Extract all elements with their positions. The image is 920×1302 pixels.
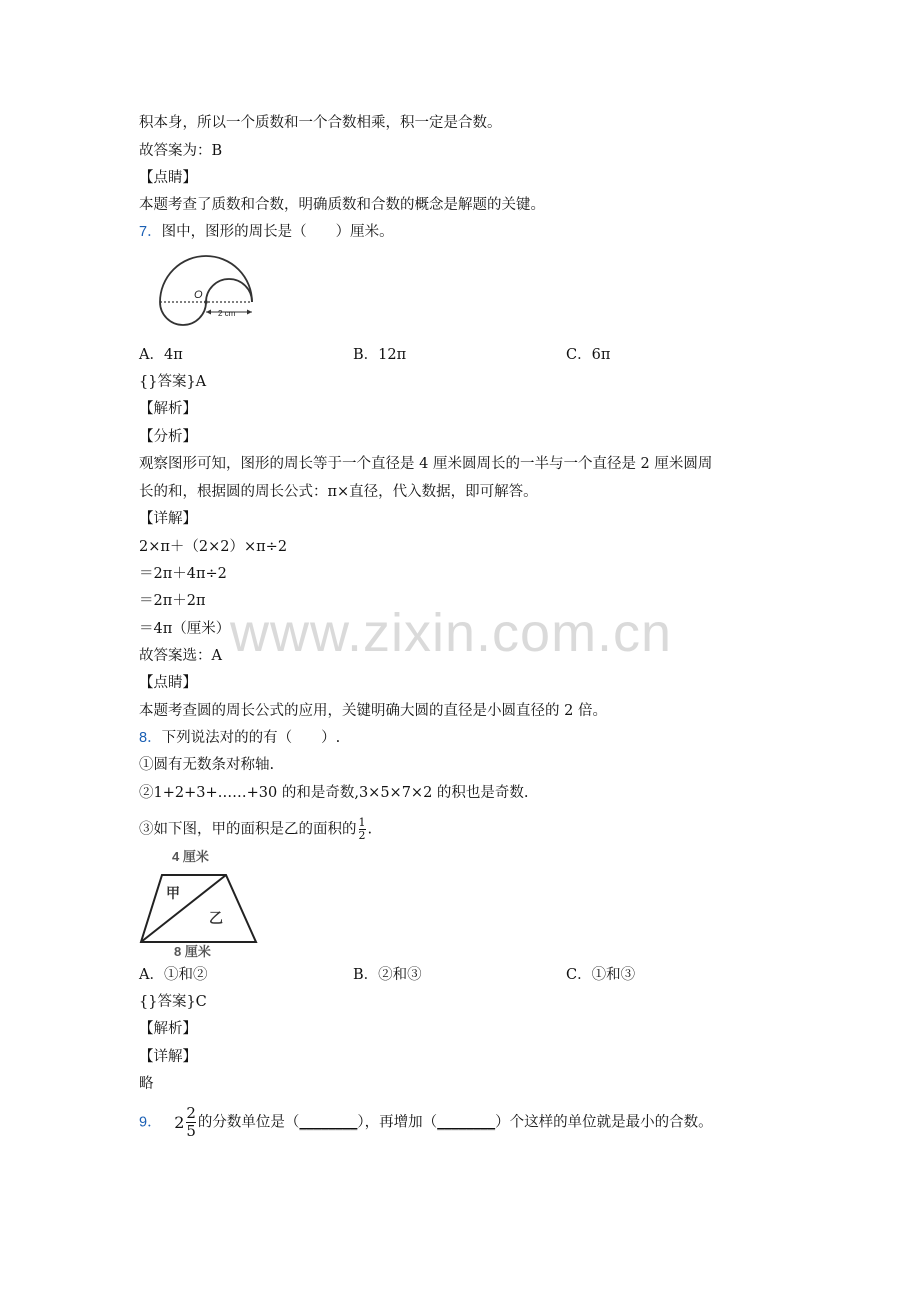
question-7 [139, 222, 394, 242]
question-8 [139, 728, 340, 748]
center-label: O [194, 289, 203, 301]
large-semicircle-arc [160, 256, 252, 302]
question-text-2: ），再增加（ [357, 1114, 438, 1131]
fraction-denominator: 5 [186, 1122, 196, 1140]
fraction-denominator: 2 [358, 829, 366, 842]
arrow-left [206, 310, 211, 315]
calc-line-1: 2×π＋（2×2）×π÷2 [139, 539, 288, 555]
option-a: A．4π [139, 347, 183, 363]
option-b: B．12π [353, 347, 407, 363]
analysis-line-1: 观察图形可知，图形的周长等于一个直径是 4 厘米圆周长的一半与一个直径是 2 厘米圆周 [139, 456, 713, 472]
answer-line: {}答案}A [139, 374, 207, 390]
bottom-length-label: 8 厘米 [174, 944, 211, 959]
center-point [204, 300, 208, 304]
statement-3-end: . [367, 821, 373, 838]
question-9 [139, 1105, 713, 1140]
option-c: C．6π [566, 347, 611, 363]
option-a: A．①和② [139, 967, 208, 983]
statement-2: ②1+2+3+……+30 的和是奇数,3×5×7×2 的积也是奇数. [139, 785, 529, 801]
question-number: 9． [139, 1114, 162, 1131]
trapezoid-shape [141, 875, 256, 942]
section-xiangjie: 【详解】 [139, 511, 197, 527]
question-number: 7． [139, 224, 162, 240]
watermark: www.zixin.com.cn [230, 603, 673, 663]
fraction-one-half [359, 817, 366, 842]
answer-blank-2[interactable]: ________ [437, 1114, 496, 1131]
line-3: 【点睛】 [139, 170, 197, 186]
section-fenxi: 【分析】 [139, 429, 197, 445]
answer-blank-1[interactable]: ________ [299, 1114, 358, 1131]
fraction-numerator: 1 [358, 816, 366, 829]
option-c: C．①和③ [566, 967, 636, 983]
line-1: 积本身，所以一个质数和一个合数相乘，积一定是合数。 [139, 115, 502, 131]
final-answer: 故答案选：A [139, 648, 222, 664]
mixed-number-fraction [186, 1105, 196, 1140]
statement-1: ①圆有无数条对称轴. [139, 757, 275, 773]
top-length-label: 4 厘米 [172, 849, 209, 864]
arrow-right [247, 310, 252, 315]
analysis-line-2: 长的和，根据圆的周长公式：π×直径，代入数据，即可解答。 [139, 484, 538, 500]
question-text: 图中，图形的周长是（ ）厘米。 [161, 224, 394, 240]
fraction-numerator: 2 [186, 1104, 196, 1122]
small-semicircle-arc [160, 302, 206, 325]
region-yi-label: 乙 [209, 910, 223, 926]
option-b: B．②和③ [353, 967, 422, 983]
mixed-number-whole: 2 [174, 1112, 185, 1132]
section-xiangjie: 【详解】 [139, 1049, 197, 1065]
line-2: 故答案为：B [139, 143, 223, 159]
line-4: 本题考查了质数和合数，明确质数和合数的概念是解题的关键。 [139, 197, 545, 213]
statement-3 [139, 817, 372, 842]
trapezoid-figure [136, 846, 264, 960]
question-text-3: ）个这样的单位就是最小的合数。 [495, 1114, 713, 1131]
statement-3-text: ③如下图，甲的面积是乙的面积的 [139, 821, 357, 838]
inner-semicircle-arc [206, 279, 252, 302]
section-jiexi: 【解析】 [139, 1021, 197, 1037]
calc-line-4: ＝4π（厘米） [139, 621, 231, 637]
answer-line: {}答案}C [139, 994, 207, 1010]
region-jia-label: 甲 [166, 885, 180, 901]
dimension-label: 2 cm [218, 309, 236, 318]
circle-figure [150, 246, 260, 334]
question-text: 下列说法对的的有（ ）. [161, 730, 341, 746]
detail-text: 略 [139, 1076, 154, 1092]
section-jiexi: 【解析】 [139, 401, 197, 417]
calc-line-2: ＝2π＋4π÷2 [139, 566, 227, 582]
calc-line-3: ＝2π＋2π [139, 593, 206, 609]
question-number: 8． [139, 730, 162, 746]
diagonal-line [141, 875, 226, 942]
question-text-1: 的分数单位是（ [197, 1114, 300, 1131]
section-dianjing: 【点睛】 [139, 675, 197, 691]
summary-line: 本题考查圆的周长公式的应用，关键明确大圆的直径是小圆直径的 2 倍。 [139, 703, 607, 719]
